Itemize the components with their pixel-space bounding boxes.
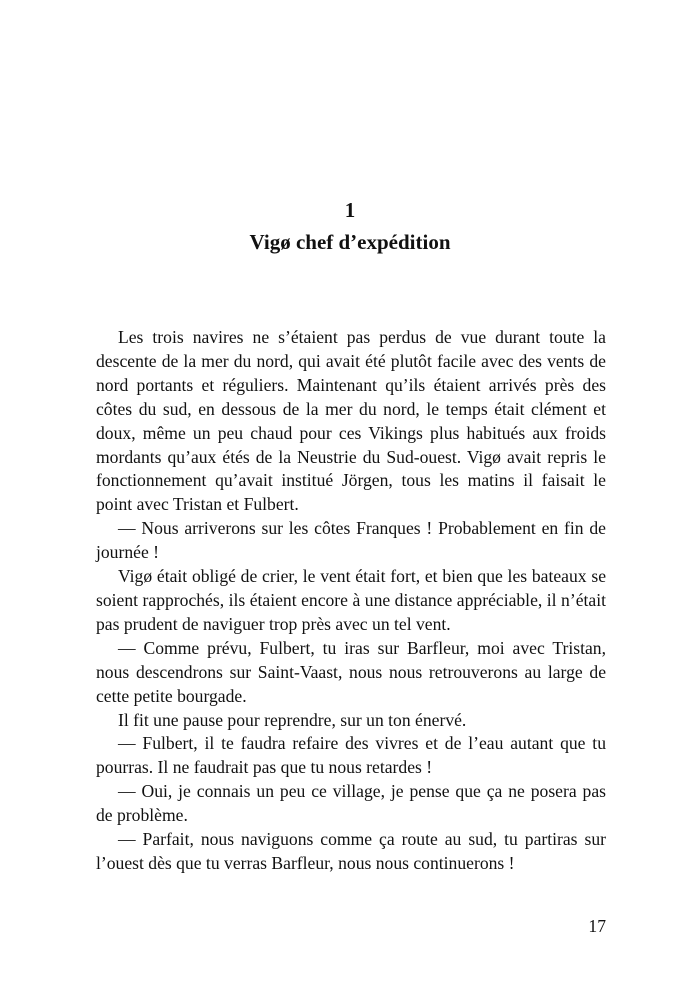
paragraph-2: — Nous arriverons sur les côtes Franques ! Probablement en fin de journée ! [96,518,606,563]
paragraph-4: — Comme prévu, Fulbert, tu iras sur Barfleur, moi avec Tristan, nous descendrons sur Saint-Vaast, nous nous retrouverons au large de cette petite bourgade. [96,637,606,706]
paragraph-8: — Parfait, nous naviguons comme ça route au sud, tu partiras sur l’ouest dès que tu verras Barfleur, nous nous continuerons ! [96,829,606,873]
paragraph-6: — Fulbert, il te faudra refaire des vivres et de l’eau autant que tu pourras. Il ne faudrait pas que tu nous retardes ! [96,733,606,778]
chapter-body [96,326,606,876]
chapter-number: 1 [344,198,356,222]
paragraph-5: Il fit une pause pour reprendre, sur un ton énervé. [118,709,467,730]
paragraph-7: — Oui, je connais un peu ce village, je pense que ça ne posera pas de problème. [96,781,606,826]
paragraph-1: Les trois navires ne s’étaient pas perdus de vue durant toute la descente de la mer du nord, qui avait été plutôt facile avec des vents de nord portants et réguliers. Maintenant qu’ils étaient arrivés près des côtes du sud, en dessous de la mer du nord, le temps était clément et doux, même un peu chaud pour ces Vikings plus habitués aux froids mordants qu’aux étés de la Neustrie du Sud-ouest. Vigø avait repris le fonctionnement qu’avait institué Jörgen, tous les matins il faisait le point avec Tristan et Fulbert. [96,327,606,515]
paragraph-3: Vigø était obligé de crier, le vent était fort, et bien que les bateaux se soient rapprochés, ils étaient encore à une distance appréciable, il n’était pas prudent de naviguer trop près avec un tel vent. [96,566,606,634]
chapter-title: Vigø chef d’expédition [249,230,451,254]
page-number: 17 [588,916,606,936]
